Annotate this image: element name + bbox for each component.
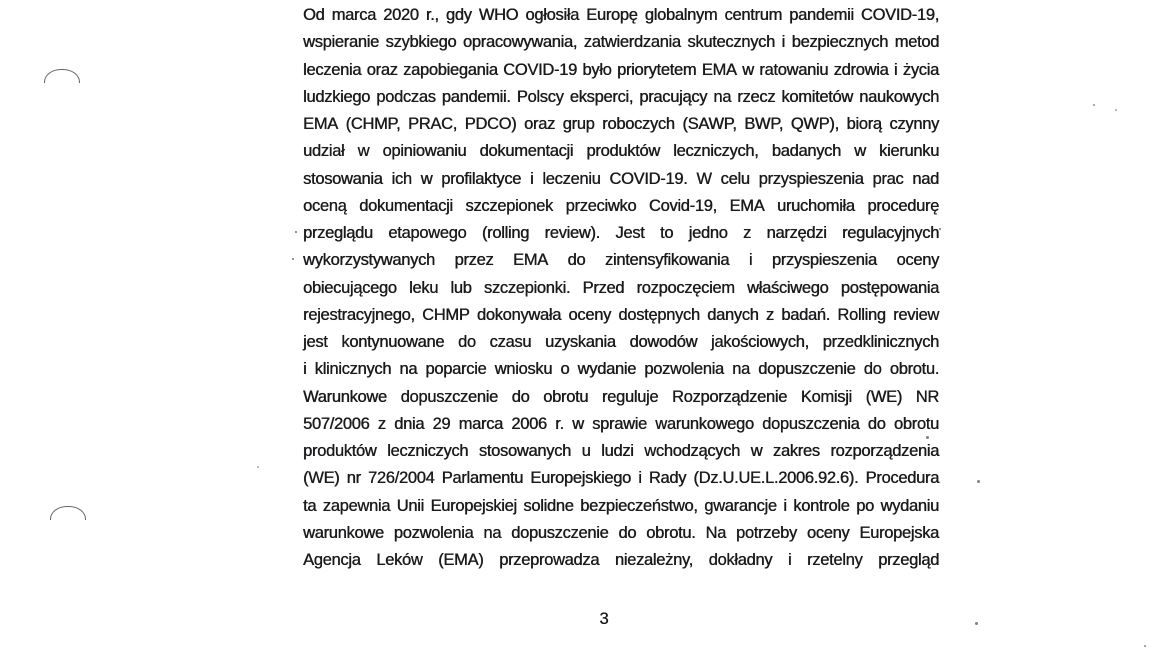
text-line: Od marca 2020 r., gdy WHO ogłosiła Europę globalnym centrum pandemii COVID-19, [303,6,939,24]
text-line: leczenia oraz zapobiegania COVID-19 było priorytetem EMA w ratowaniu zdrowia i życia [303,60,939,79]
text-line: udział w opiniowaniu dokumentacji produktów leczniczych, badanych w kierunku [303,142,939,161]
hole-punch-mark-bottom [50,506,86,520]
scan-speck [1115,109,1117,111]
text-line: (WE) nr 726/2004 Parlamentu Europejskiego i Rady (Dz.U.UE.L.2006.92.6). Procedura [303,469,939,488]
text-line: rejestracyjnego, CHMP dokonywała oceny dostępnych danych z badań. Rolling review [303,305,939,324]
scan-speck [1093,104,1095,106]
text-line: Warunkowe dopuszczenie do obrotu reguluje Rozporządzenie Komisji (WE) NR [303,387,939,406]
text-line: Agencja Leków (EMA) przeprowadza niezależny, dokładny i rzetelny przegląd [303,551,939,569]
text-line: obiecującego leku lub szczepionki. Przed rozpoczęciem właściwego postępowania [303,278,939,297]
text-line: produktów leczniczych stosowanych u ludzi wchodzących w zakres rozporządzenia [303,442,939,460]
text-line: oceną dokumentacji szczepionek przeciwko Covid-19, EMA uruchomiła procedurę [303,196,939,215]
scan-speck [1144,645,1146,647]
scan-speck [295,231,297,233]
text-line: EMA (CHMP, PRAC, PDCO) oraz grup roboczych (SAWP, BWP, QWP), biorą czynny [303,115,939,133]
text-line: stosowania ich w profilaktyce i leczeniu COVID-19. W celu przyspieszenia prac nad [303,169,939,188]
hole-punch-mark-top [44,69,80,83]
text-line: ludzkiego podczas pandemii. Polscy eksperci, pracujący na rzecz komitetów naukowych [303,87,939,106]
scan-speck [975,622,978,625]
text-line: wspieranie szybkiego opracowywania, zatwierdzania skutecznych i bezpiecznych metod [303,33,939,52]
text-line: wykorzystywanych przez EMA do zintensyfikowania i przyspieszenia oceny [303,251,939,270]
document-body-text [303,4,939,576]
text-line: 507/2006 z dnia 29 marca 2006 r. w sprawie warunkowego dopuszczenia do obrotu [303,414,939,433]
text-line: i klinicznych na poparcie wniosku o wydanie pozwolenia na dopuszczenie do obrotu. [303,360,939,379]
scan-speck [926,436,929,439]
scan-speck [257,466,259,468]
page-number: 3 [599,610,609,628]
text-line: przeglądu etapowego (rolling review). Jest to jedno z narzędzi regulacyjnych [303,224,939,242]
scan-speck [939,228,941,230]
scan-speck [292,258,294,260]
scan-speck [977,480,980,483]
text-line: warunkowe pozwolenia na dopuszczenie do obrotu. Na potrzeby oceny Europejska [303,523,939,542]
text-line: ta zapewnia Unii Europejskiej solidne bezpieczeństwo, gwarancje i kontrole po wydaniu [303,496,939,515]
text-line: jest kontynuowane do czasu uzyskania dowodów jakościowych, przedklinicznych [303,333,939,351]
